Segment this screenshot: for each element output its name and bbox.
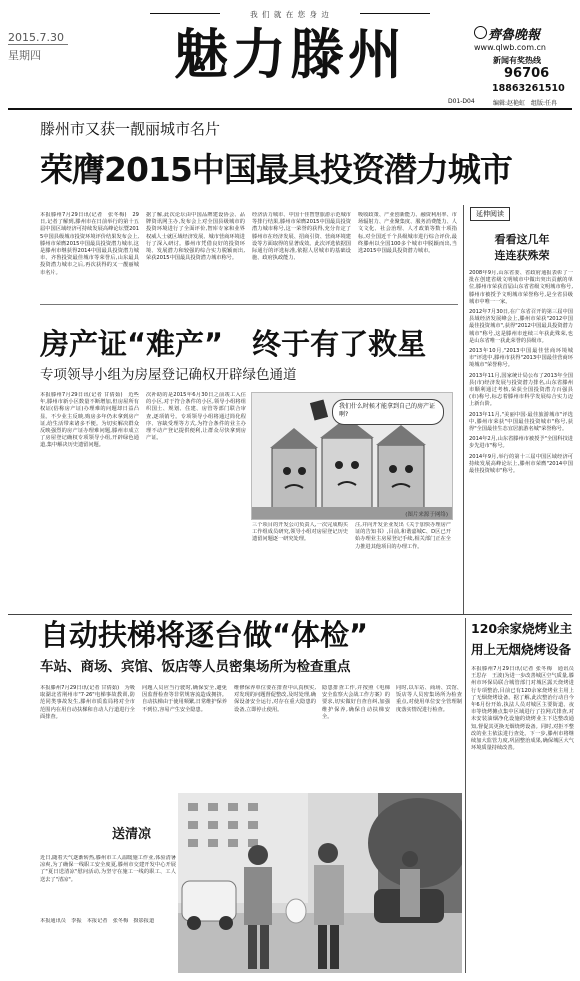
story1-kicker: 滕州市又获一靓丽城市名片 xyxy=(40,120,221,138)
photo-feature-title: 送清凉 xyxy=(112,827,152,842)
story3-col3: 维修保养单位要在排查中认真核实,对发现的问题督促整改,及时处理,确保设备安全运行,对存在重大隐患的设备,立即停止使用。 xyxy=(234,685,316,713)
sidebar-para: 2014年9月,举行的第十三届中国区域经济可持续发展高峰论坛上,滕州市荣膺"2014中国最佳投资城市"称号。 xyxy=(469,453,573,475)
sidebar-para: 2008年9月,山东省委、省政府通报表彰了一批在创建省级文明城市中做出突出贡献的单位,滕州市荣获首届山东省省级文明城市称号,滕州市被授予文明城市荣誉称号,是全省县级城市中唯一一家。 xyxy=(469,270,573,305)
story1-col1: 本报滕州7月29日讯(记者 张冬梅) 29日,记者了解到,滕州市在日前举行的第十五届中国区域经济可持续发展高峰论坛暨2015中国县级城市投资环境评价结果发布会上,滕州市荣膺2015中国最具投资潜力城市,这是滕州市继获得2014中国最具投资潜力城市、齐鲁投资最佳城市等荣誉后,山东最具投资潜力城市之后,再次获得的又一靓丽城市名片。 xyxy=(40,212,139,276)
editor-credit: 编辑:赵艳虹 组版:任冉 xyxy=(493,100,558,107)
story4-divider xyxy=(465,618,466,973)
story1-col4: 吸收政策、产业创新能力、融资利用率、市场辐射力、产业聚集度、服务消费能力、人文文化、社会治理、人才政策等数十项指标,对全国近千个县级城市进行综合评价,最终滕州以全国100多个城市中脱颖而出,当选2015中国最具投资潜力城市。 xyxy=(358,212,457,255)
story4-headline: 120余家烧烤业主用上无烟烧烤设备 xyxy=(471,621,573,657)
slogan: 我 们 就 在 您 身 边 xyxy=(250,10,330,19)
speech-bubble-text: 我们什么时候才能拿到自己的房产证啊? xyxy=(339,403,436,418)
story3-subhead: 车站、商场、宾馆、饭店等人员密集场所为检查重点 xyxy=(40,659,351,675)
story3-col5: 同时,以车站、商场、宾馆、饭店等人员密集场所为检查重点,对使用单位安全管理制度落实情况进行检查。 xyxy=(396,685,462,713)
photo-feature-box xyxy=(40,793,178,971)
page-range: D01-D04 xyxy=(448,98,475,105)
housing-illustration xyxy=(251,392,453,520)
story2-top-rule xyxy=(40,304,458,305)
photo-workers xyxy=(178,793,462,973)
issue-weekday: 星期四 xyxy=(8,49,41,62)
story3-col4: 隐患排查工作,并按照《电梯安全监察大会战工作方案》的要求,切实做好自查自纠,加强维护保养,确保自动扶梯安全。 xyxy=(322,685,390,720)
photo-feature-caption: 近日,随着天气逐渐转热,滕州市工人温暖施工作业,体验清暑凉爽,为了确保一线职工安全度夏,滕州市交建开发中心开展了"夏日送清凉"慰问活动,为坚守在施工一线的职工、工人送去了"清凉"。 xyxy=(40,855,176,883)
issue-date: 2015.7.30 xyxy=(8,31,64,44)
story1-col3: 经济活力城市、中国十佳智慧旅游示范城市等排行结果,滕州市荣膺2015中国最具投资潜力城市称号,这一荣誉的获得,充分肯定了滕州市在经济发展、招商引资、营商环境建设等方面取得的显著成效。此次评选依据国际通行的评选标准,依据人居城市的基础设施、政府执政能力、 xyxy=(252,212,351,262)
sidebar-headline-2: 连连获殊荣 xyxy=(494,249,550,262)
story3-headline: 自动扶梯将逐台做“体检” xyxy=(40,618,369,652)
paper-logo-icon xyxy=(474,26,487,39)
story2-col5: 注,并向开发企业发出《关于加快办理房产证的告知书》,目前,和谐嘉城C、D区已开始办理业主房屋登记手续,相关部门正在全力推进其他项目的办理工作。 xyxy=(355,522,451,550)
masthead-rule xyxy=(8,108,572,110)
hotline-label: 新闻有奖热线 xyxy=(493,56,541,65)
story2-subhead: 专项领导小组为房屋登记确权开辟绿色通道 xyxy=(40,367,297,383)
sidebar-divider xyxy=(463,205,464,615)
illustration-caption: (图片来源于网络) xyxy=(405,512,448,518)
sidebar-tag-label: 延伸阅读 xyxy=(476,210,504,218)
story4-body: 本报滕州7月29日讯(记者 张冬梅 通讯员 王思存 王波)为进一步改善城区空气质量,滕州市环保局联合城管部门对城区露天烧烤进行专项整治,目前已有120余家烧烤业主用上了无烟烧烤设备。据了解,此次整治行动自今年6月份开始,执法人员对城区主要街道、夜市等烧烤摊点集中区域进行了拉网式排查,对未安装油烟净化设施的烧烤业主下达整改通知,督促其更换无烟烧烤设备。同时,对拒不整改的业主依法进行查处。下一步,滕州市将继续加大监管力度,巩固整治成果,确保城区大气环境质量持续改善。 xyxy=(471,666,574,752)
slogan-rule-right xyxy=(360,13,430,14)
slogan-rule-left xyxy=(150,13,220,14)
hotline-number: 96706 xyxy=(504,66,550,81)
story3-col1: 本报滕州7月29日讯(记者 甘倩茹) 为吸取湖北省荆州市"7·26"电梯事故教训,防范同类事故发生,滕州市质监局将对全市范围内在用自动扶梯和自动人行道进行全面排查。 xyxy=(40,685,135,720)
story2-col1: 本报滕州7月29日讯(记者 甘倩茹) 近些年,滕州市新小区数量不断增加,但房屋所有权证(俗称房产证)办理难的问题却日益凸显。不少业主反映,购房多年仍未拿到房产证,给生活带来诸多不便。为切实解决群众反映强烈的房产证办理难问题,滕州市成立了房屋登记确权专项领导小组,开辟绿色通道,集中解决历史遗留问题。 xyxy=(40,392,139,449)
story1-col2: 据了解,此次论坛由中国品牌建设协会、品牌资讯网主办,发布会上对全国县级城市的投资环境进行了全面评价,智库专家和业界权威人士就区域经济发展、城市营商环境进行了深入研讨。滕州市凭借良好的投资环境、发展潜力和较强的综合实力脱颖而出,荣获2015中国最具投资潜力城市称号。 xyxy=(146,212,245,262)
sidebar-para: 2013年11月,国家统计局公布了2013年全国县(市)经济发展与投资潜力排名,山东省滕州市顺利通过考核,荣获全国投资潜力百强县(市)称号,标志着滕州市科学发展综合实力迈上新台阶。 xyxy=(469,372,573,408)
paper-logo: 齊魯晚報 xyxy=(488,28,541,43)
story1-headline: 荣膺2015中国最具投资潜力城市 xyxy=(40,150,512,189)
sidebar-tag xyxy=(470,207,510,221)
story2-col2: 次补助的是2015年6月30日之前竣工入住的小区,对于符合条件的小区,领导小组将组织国土、规划、住建、房管等部门联合审查,逐项销号。专项领导小组将通过简化程序、容缺受理等方式,为符合条件的业主办理不动产登记提供便利,让群众尽快拿到房产证。 xyxy=(146,392,246,442)
story2-headline: 房产证“难产” 终于有了救星 xyxy=(40,327,427,361)
sidebar-para: 2012年7月30日,在广东省召开的第三届中国县域经济发展峰会上,滕州市荣获"2012中国最佳投资城市",获得"2012中国最具投资潜力城市"称号,这是滕州市连续三年获此殊荣,也是山东省唯一获此荣誉的县级市。 xyxy=(469,309,573,344)
photo-feature-credit: 本报通讯员 李振 本报记者 张冬梅 摄影报道 xyxy=(40,918,155,924)
photo-scene-svg xyxy=(178,793,462,973)
story3-top-rule xyxy=(8,614,572,615)
contact-phone: 18863261510 xyxy=(492,83,565,94)
story3-col2: 问题人员应当行驶时,确保安全,避免因监督检查等非常规客流造成拥挤。自动扶梯由于使用频繁,日常维护保养不到位,容易产生安全隐患。 xyxy=(142,685,227,713)
story2-col4: 三个项目的开发公司负责人,一次完成购买工作组成员研究,领导小组对房屋登记历史遗留问题逐一研究处理。 xyxy=(252,522,348,543)
speech-bubble xyxy=(332,399,444,425)
date-divider xyxy=(8,44,68,45)
sidebar-para: 2014年2月,山东省滕州市被授予"全国科技进步先进市"称号。 xyxy=(469,436,573,450)
sidebar-body xyxy=(469,270,573,614)
website: www.qlwb.com.cn xyxy=(474,43,546,52)
masthead-title: 魅力滕州 xyxy=(174,22,406,86)
sidebar-headline-1: 看看这几年 xyxy=(494,233,550,246)
sidebar-para: 2013年11月,"美丽中国·最佳旅游城市"评选中,滕州市荣获"中国最佳投资城市"称号,获得"全国最佳生态宜居旅游名城"荣誉称号。 xyxy=(469,411,573,433)
sidebar-para: 2013年10月,"2013中国最佳营商环境城市"评选中,滕州市获得"2013中国最佳营商环境城市"荣誉称号。 xyxy=(469,348,573,369)
